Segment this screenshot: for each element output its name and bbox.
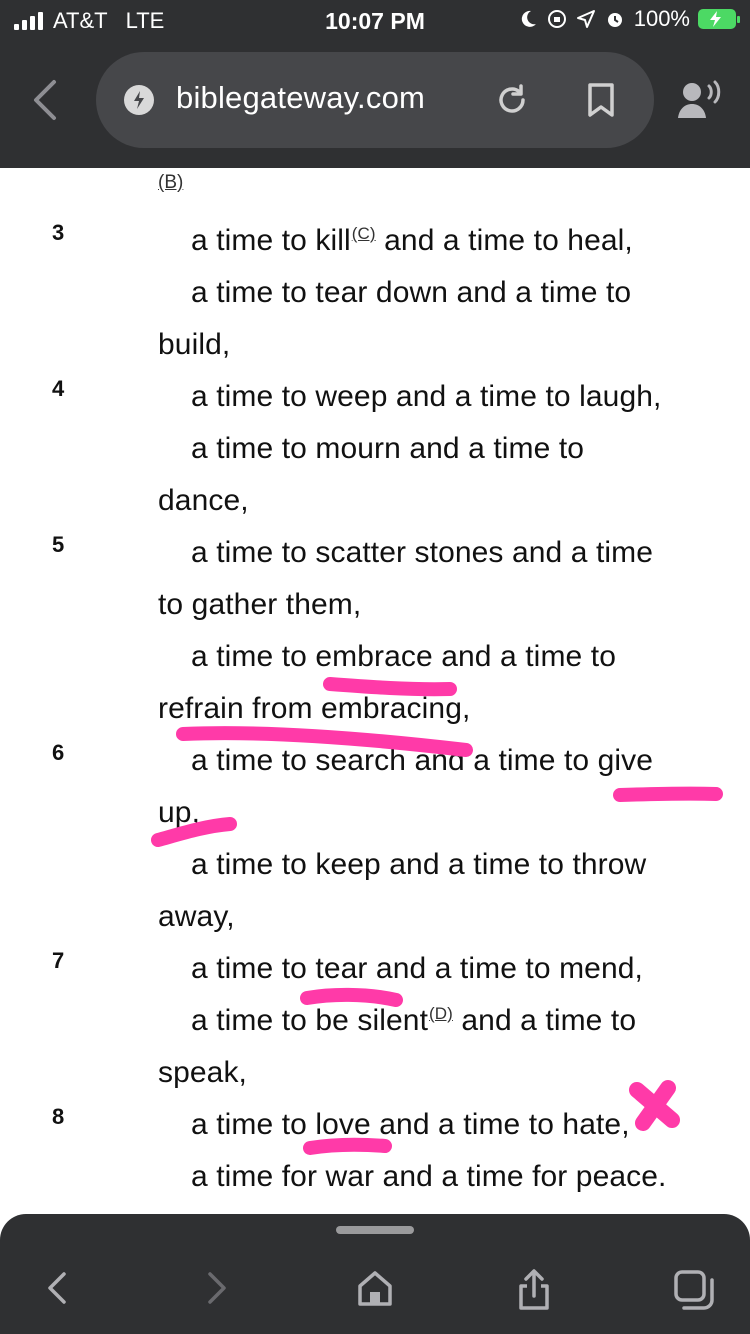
bookmark-icon[interactable] (586, 82, 616, 118)
nav-back-icon[interactable] (44, 1268, 70, 1308)
highlight-mark (620, 794, 716, 795)
battery-percent: 100% (633, 6, 690, 31)
passage-line: refrain from embracing, (158, 692, 471, 725)
passage-line: speak, (158, 1056, 247, 1089)
highlight-annotations (0, 168, 750, 1214)
passage-line: a time to kill$^{(C)}$ and a time to heal, (191, 224, 633, 257)
site-info-icon[interactable] (124, 85, 154, 115)
highlight-mark (330, 684, 450, 689)
passage-line: away, (158, 900, 235, 933)
address-bar[interactable] (96, 52, 654, 148)
passage-line: a time to keep and a time to throw (191, 848, 647, 881)
browser-bottom-bar (0, 1214, 750, 1334)
passage-line: a time to mourn and a time to (191, 432, 585, 465)
clock: 10:07 PM (325, 8, 425, 34)
passage-line: a time to scatter stones and a time (191, 536, 654, 569)
passage-content (0, 168, 750, 1214)
passage-line: dance, (158, 484, 249, 517)
back-icon[interactable] (30, 78, 58, 122)
home-icon[interactable] (356, 1268, 394, 1308)
footnote-d[interactable]: (D) (429, 1004, 453, 1023)
reload-icon[interactable] (494, 82, 530, 118)
moon-icon (518, 9, 538, 29)
passage-line: a time to love and a time to hate, (191, 1108, 630, 1141)
carrier-label: AT&T (53, 8, 108, 33)
battery-icon (698, 9, 736, 29)
verse-number: 5 (52, 532, 65, 557)
passage-line: a time to search and a time to give (191, 744, 654, 777)
passage-line: to gather them, (158, 588, 362, 621)
alarm-icon (604, 8, 626, 30)
verse-number: 8 (52, 1104, 65, 1129)
status-bar (0, 0, 750, 40)
passage-line: a time for war and a time for peace. (191, 1160, 667, 1193)
passage-line: a time to tear down and a time to (191, 276, 632, 309)
network-label: LTE (125, 8, 165, 33)
passage-line: a time to tear and a time to mend, (191, 952, 643, 985)
reader-listen-icon[interactable] (676, 80, 724, 120)
verse-number: 4 (52, 376, 65, 401)
drag-handle[interactable] (336, 1226, 414, 1234)
footnote-b[interactable]: (B) (158, 172, 184, 193)
orientation-lock-icon (546, 8, 568, 30)
x-mark (637, 1088, 672, 1123)
verse-number: 7 (52, 948, 65, 973)
passage-line: a time to weep and a time to laugh, (191, 380, 662, 413)
verse-number: 3 (52, 220, 65, 245)
share-icon[interactable] (516, 1268, 552, 1312)
passage-line: build, (158, 328, 231, 361)
url-text[interactable]: biblegateway.com (176, 80, 426, 115)
highlight-mark (310, 1145, 385, 1148)
tabs-icon[interactable] (672, 1268, 716, 1312)
passage-line: up, (158, 796, 201, 829)
footnote-link[interactable] (158, 172, 183, 194)
status-right (518, 6, 736, 32)
location-icon (576, 9, 596, 29)
browser-top-bar (0, 0, 750, 168)
highlight-mark (307, 995, 396, 1000)
nav-forward-icon[interactable] (204, 1268, 230, 1308)
footnote-c[interactable]: (C) (351, 224, 376, 243)
verse-number: 6 (52, 740, 65, 765)
passage-line: a time to be silent$^{(D)}$ and a time to (191, 1004, 637, 1037)
passage-line: a time to embrace and a time to (191, 640, 616, 673)
